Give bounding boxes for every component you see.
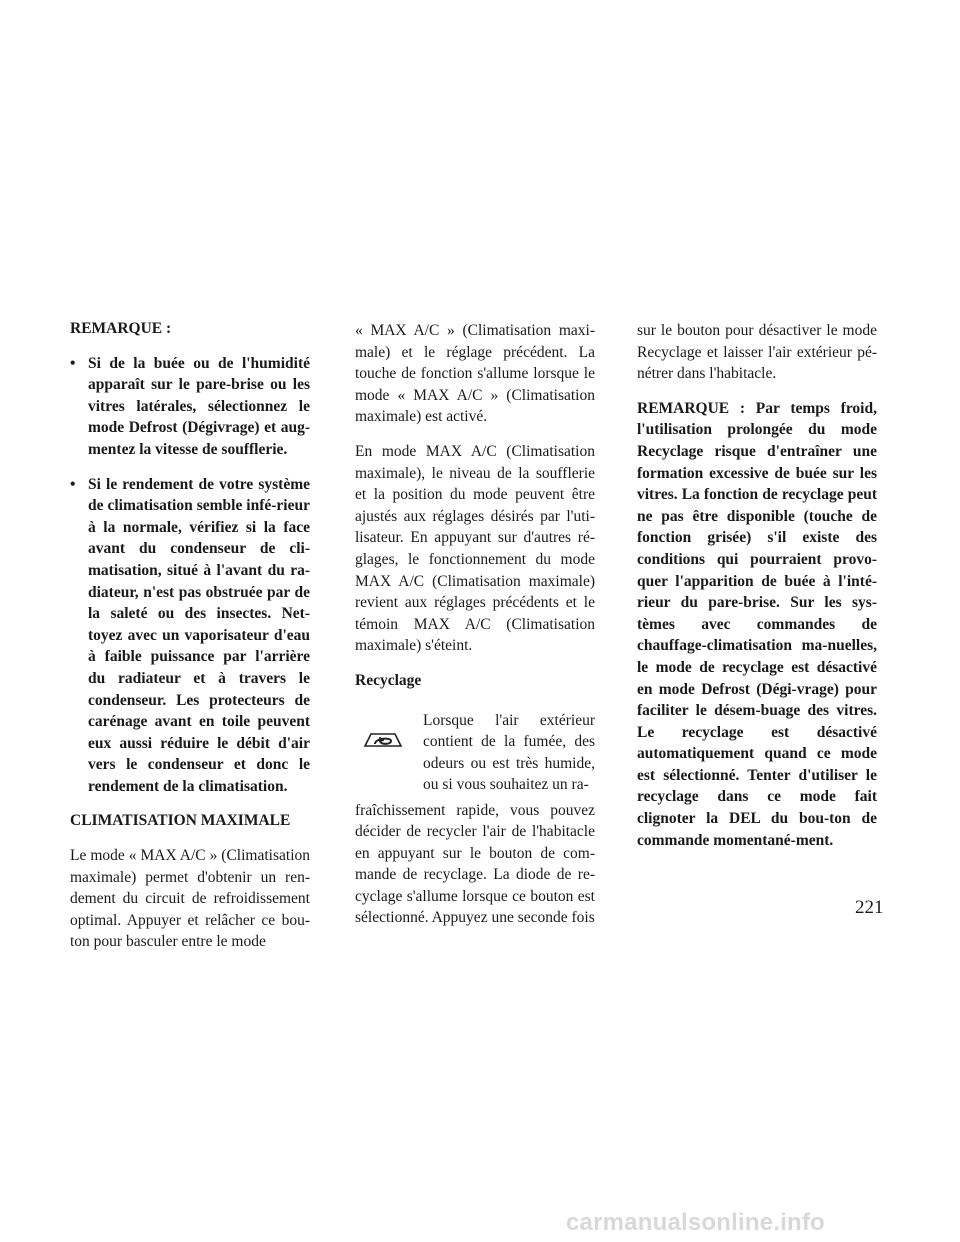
column-1 bbox=[70, 318, 310, 966]
column-3 bbox=[637, 320, 877, 864]
bullet-text: Si le rendement de votre système de climatisation semble infé-rieur à la normale, vérifiez si la face avant du condenseur de cli-matisation, situé à l'avant du ra-diateur, n'est pas obstruée par de la saleté ou des insectes. Net-toyez avec un vaporisateur d'eau à faible puissance par l'arrière du radiateur et à travers le condenseur. Les protecteurs de carénage avant en toile peuvent eux aussi réduire le débit d'air vers le condenseur et donc le rendement de la climatisation. bbox=[88, 475, 310, 795]
paragraph-recyclage: fraîchissement rapide, vous pouvez décider de recycler l'air de l'habitacle en appuyant sur le bouton de com-mande de recyclage. La diode de re-cyclage s'allume lorsque ce bouton est sélectionné. Appuyez une seconde fois bbox=[355, 801, 595, 927]
recyclage-intro-text: Lorsque l'air extérieur contient de la fumée, des odeurs ou est très humide, ou si vous souhaitez un ra- bbox=[423, 711, 595, 794]
recirculation-icon bbox=[361, 726, 405, 754]
column-2 bbox=[355, 320, 595, 942]
recyclage-icon-row bbox=[355, 710, 595, 800]
remarque-label: REMARQUE : bbox=[70, 320, 172, 337]
paragraph-max-ac: Le mode « MAX A/C » (Climatisation maximale) permet d'obtenir un ren-dement du circuit de refroidissement optimal. Appuyer et relâcher ce bou-ton pour basculer entre le mode bbox=[70, 847, 310, 951]
bullet-text: Si de la buée ou de l'humidité apparaît sur le pare-brise ou les vitres latérales, sélectionnez le mode Defrost (Dégivrage) et aug-mentez la vitesse de soufflerie. bbox=[88, 354, 310, 458]
paragraph-max-ac-mode: En mode MAX A/C (Climatisation maximale), le niveau de la soufflerie et la position du mode peuvent être ajustés aux réglages désirés par l'uti-lisateur. En appuyant sur d'autres ré-glages, le fonctionnement du mode MAX A/C (Climatisation maximale) revient aux réglages précédents et le témoin MAX A/C (Climatisation maximale) s'éteint. bbox=[355, 442, 595, 655]
watermark: carmanualsonline.info bbox=[566, 1209, 825, 1236]
bullet-symbol: • bbox=[70, 354, 76, 372]
paragraph-max-ac-continued: « MAX A/C » (Climatisation maxi-male) et le réglage précédent. La touche de fonction s'allume lorsque le mode « MAX A/C » (Climatisation maximale) est activé. bbox=[355, 322, 595, 426]
paragraph-recyclage-continued: sur le bouton pour désactiver le mode Recyclage et laisser l'air extérieur pé-nétrer dans l'habitacle. bbox=[637, 322, 877, 383]
remarque-note: REMARQUE : Par temps froid, l'utilisation prolongée du mode Recyclage risque d'entraîner une formation excessive de buée sur les vitres. La fonction de recyclage peut ne pas être disponible (touche de fonction grisée) s'il existe des conditions qui pourraient provo-quer l'apparition de buée à l'inté-rieur du pare-brise. Sur les sys-tèmes avec commandes de chauffage-climatisation ma-nuelles, le mode de recyclage est désactivé en mode Defrost (Dégi-vrage) pour faciliter le désem-buage des vitres. Le recyclage est désactivé automatiquement quand ce mode est sélectionné. Tenter d'utiliser le recyclage dans ce mode fait clignoter la DEL du bou-ton de commande momentané-ment. bbox=[637, 399, 877, 849]
section-title-recyclage: Recyclage bbox=[355, 671, 422, 689]
bullet-item bbox=[70, 353, 310, 461]
page-number: 221 bbox=[855, 897, 884, 918]
bullet-item bbox=[70, 474, 310, 798]
section-title-max-ac: CLIMATISATION MAXIMALE bbox=[70, 812, 291, 830]
bullet-symbol: • bbox=[70, 475, 76, 493]
